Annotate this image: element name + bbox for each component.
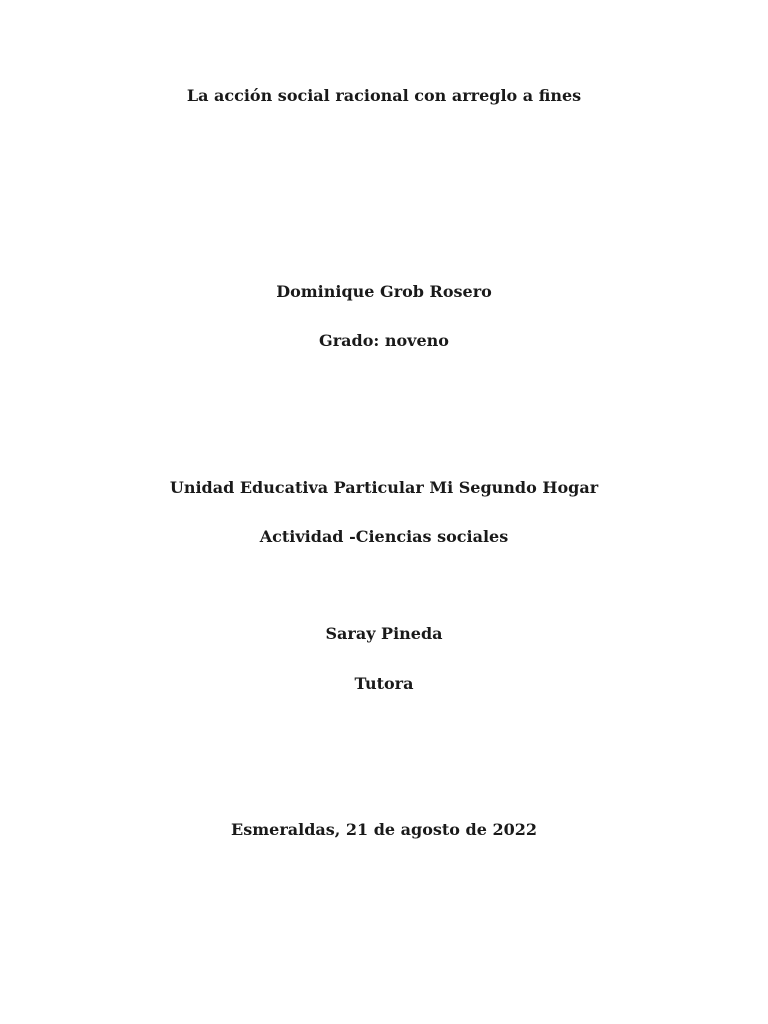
activity-label: Actividad -Ciencias sociales	[259, 527, 509, 546]
institution-name: Unidad Educativa Particular Mi Segundo Hogar	[169, 478, 599, 497]
tutor-name: Saray Pineda	[325, 624, 443, 643]
author-name: Dominique Grob Rosero	[276, 282, 492, 301]
document-title: La acción social racional con arreglo a fines	[186, 86, 582, 105]
place-date: Esmeraldas, 21 de agosto de 2022	[231, 820, 537, 839]
grade-label: Grado: noveno	[319, 331, 449, 350]
tutor-role: Tutora	[354, 674, 414, 693]
